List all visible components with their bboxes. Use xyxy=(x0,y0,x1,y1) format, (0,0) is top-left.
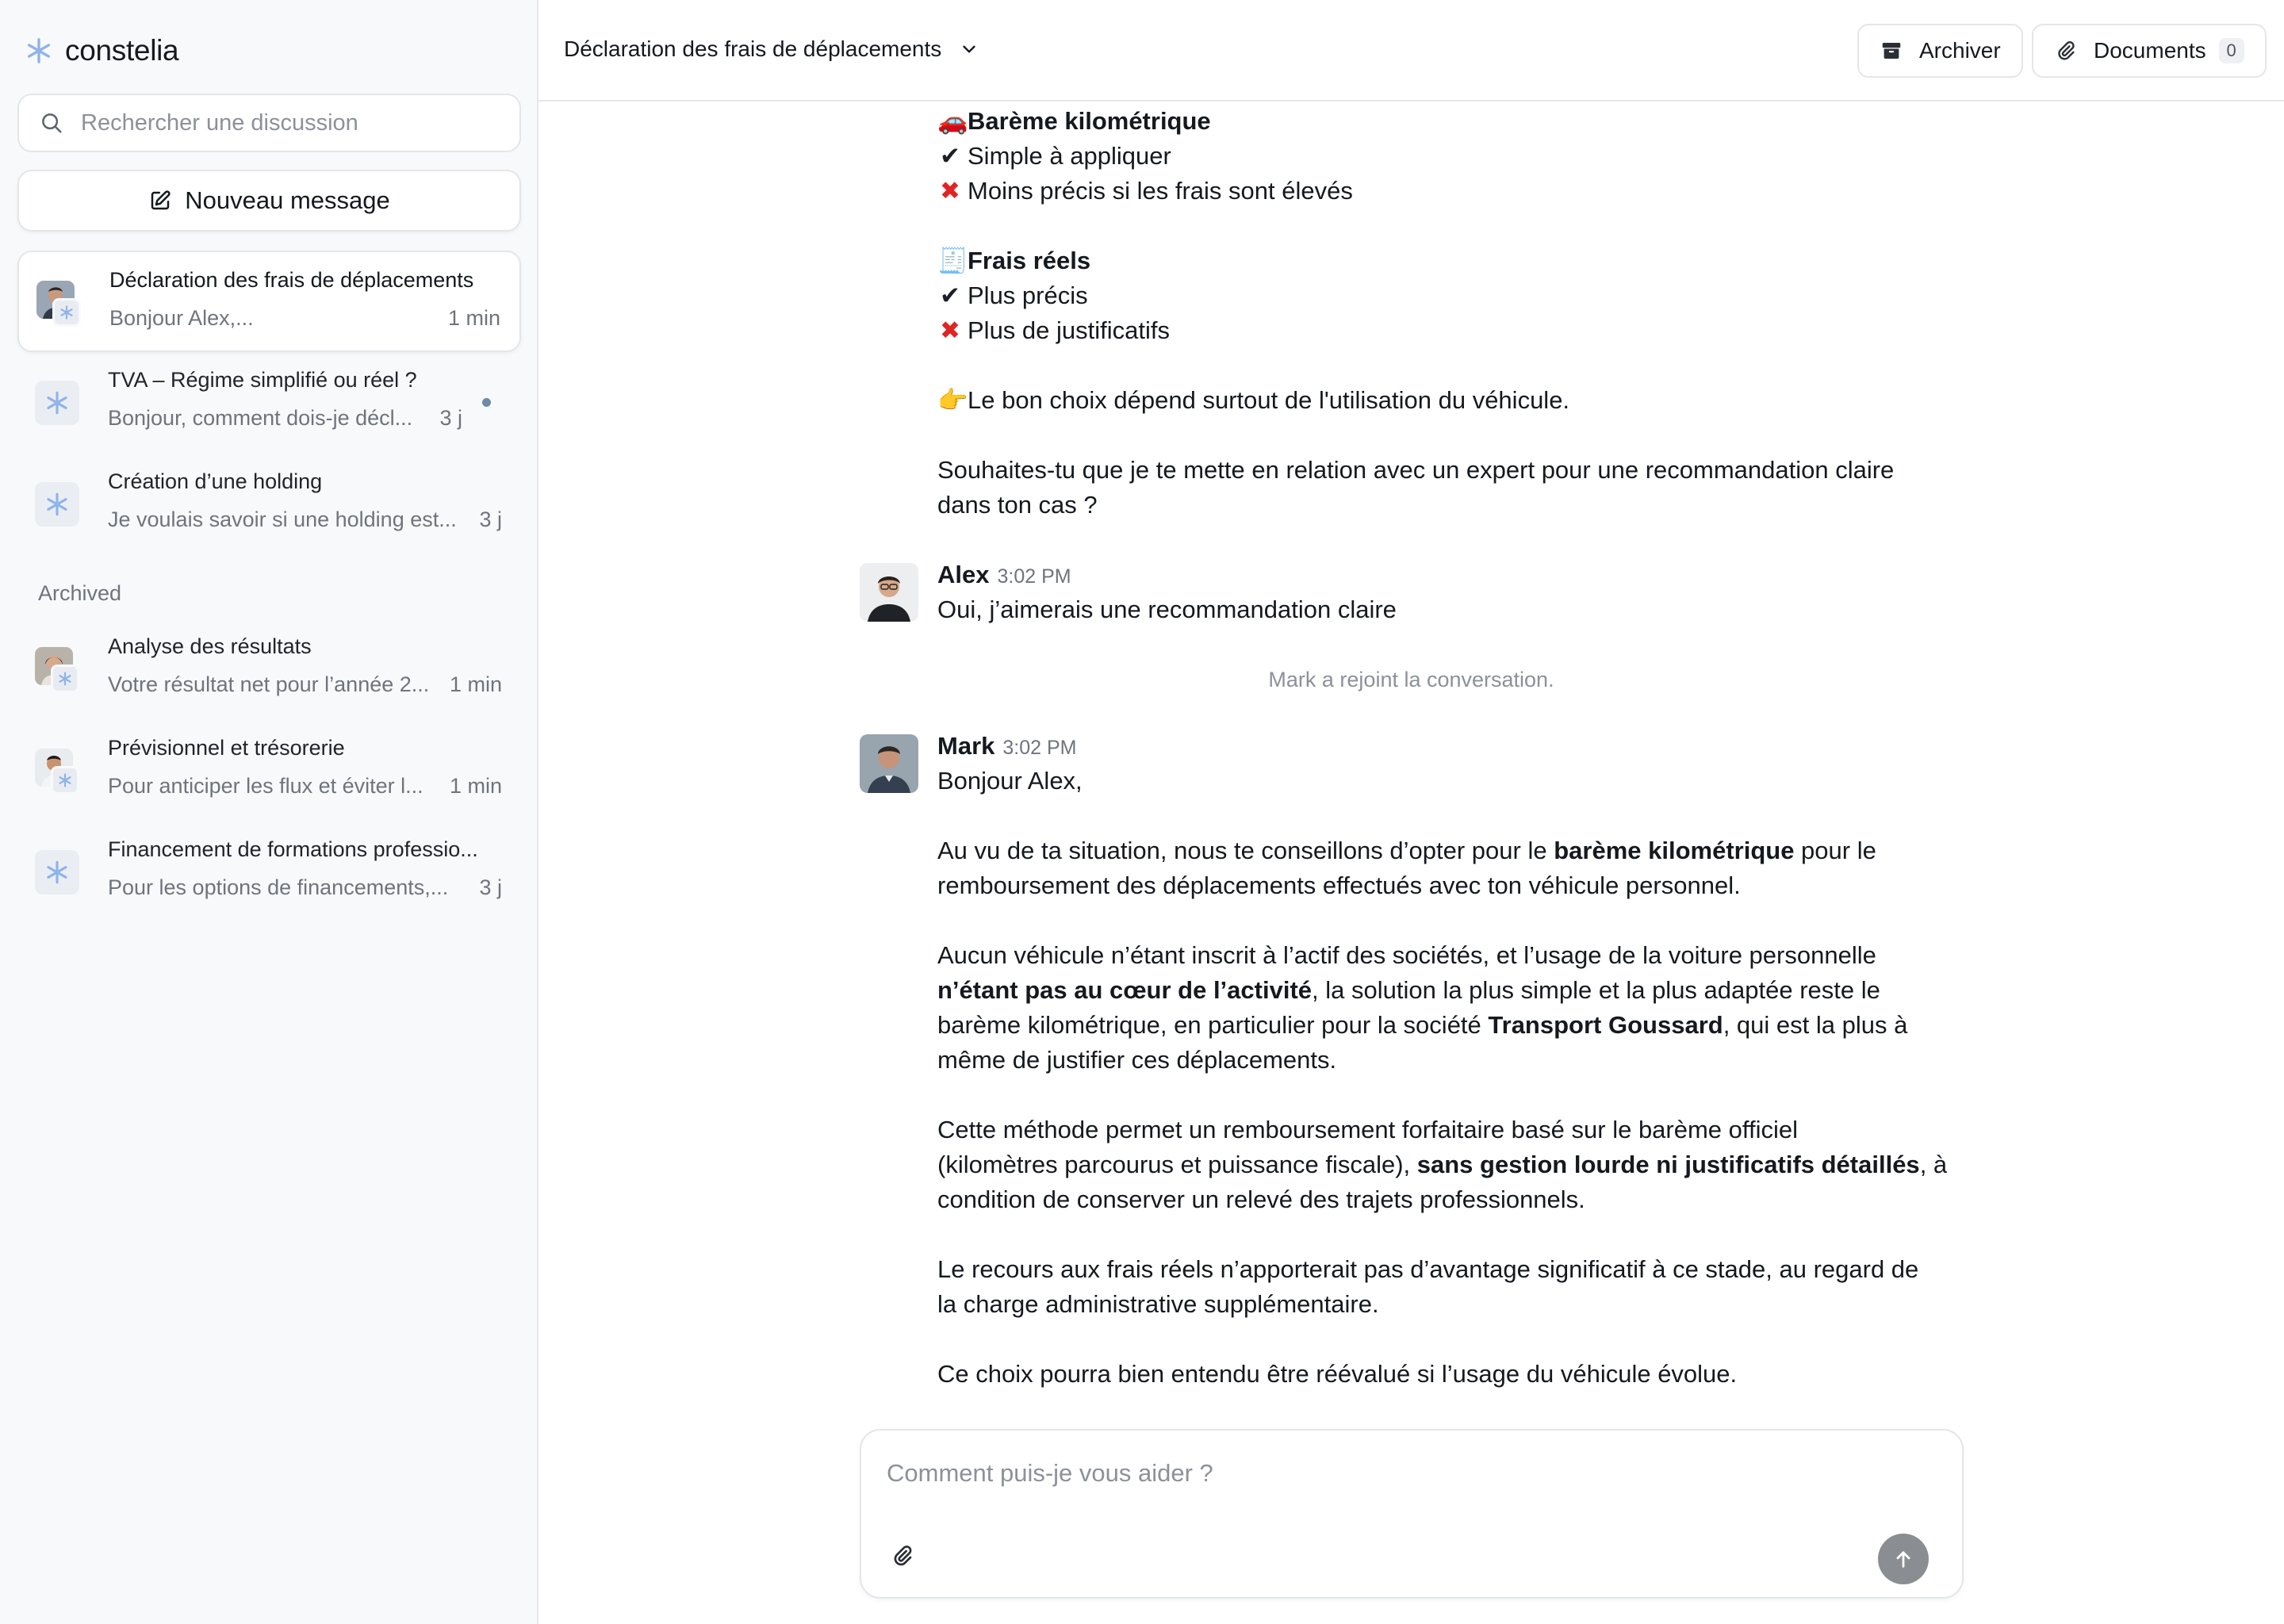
message-thread[interactable] xyxy=(538,103,2284,1411)
brand[interactable] xyxy=(25,33,178,68)
new-message-button[interactable] xyxy=(17,170,521,232)
conversation-title: Financement de formations professio... xyxy=(108,837,478,861)
conversation-title-dropdown[interactable] xyxy=(564,36,979,62)
sender-name: Alex xyxy=(937,561,990,588)
search-placeholder: Rechercher une discussion xyxy=(81,109,358,136)
conversation-time: 3 j xyxy=(479,508,502,531)
conversation-title: Analyse des résultats xyxy=(108,634,312,658)
documents-count-badge: 0 xyxy=(2219,38,2244,63)
conversation-item[interactable] xyxy=(17,251,521,352)
sidebar xyxy=(0,0,538,1624)
snowflake-icon xyxy=(35,482,79,527)
receipt-icon: 🧾 xyxy=(937,247,968,274)
archive-button[interactable] xyxy=(1857,24,2023,78)
archive-label: Archiver xyxy=(1919,38,2001,63)
arrow-up-icon xyxy=(1892,1548,1914,1570)
system-message: Mark a rejoint la conversation. xyxy=(1268,668,1554,691)
documents-label: Documents xyxy=(2094,38,2206,63)
sender-name: Mark xyxy=(937,732,995,760)
snowflake-icon xyxy=(35,381,79,425)
message-time: 3:02 PM xyxy=(1002,737,1077,759)
message-line: ✔ Simple à appliquer xyxy=(937,139,1171,174)
message-line: Ce choix pourra bien entendu être réévalué si l’usage du véhicule évolue. xyxy=(937,1360,1738,1388)
documents-button[interactable] xyxy=(2032,24,2267,78)
car-icon: 🚗 xyxy=(937,107,968,135)
avatar xyxy=(35,749,79,793)
compose-icon xyxy=(148,189,172,213)
conversation-time: 1 min xyxy=(447,306,500,330)
snowflake-icon xyxy=(35,850,79,894)
avatar xyxy=(36,281,81,325)
message-line: ✖ Moins précis si les frais sont élevés xyxy=(937,174,1353,209)
message-line: dans ton cas ? xyxy=(937,491,1098,519)
message-header xyxy=(937,729,1076,765)
message-line: ✖ Plus de justificatifs xyxy=(937,313,1170,348)
archive-icon xyxy=(1880,39,1903,63)
message-line: même de justifier ces déplacements. xyxy=(937,1046,1337,1074)
cross-icon: ✖ xyxy=(940,177,960,205)
message-line: remboursement des déplacements effectués avec ton véhicule personnel. xyxy=(937,871,1741,899)
app-name: constelia xyxy=(65,34,179,67)
archived-section-label: Archived xyxy=(38,581,122,605)
conversation-time: 3 j xyxy=(479,875,502,899)
message-line: Souhaites-tu que je te mette en relation avec un expert pour une recommandation claire xyxy=(937,456,1895,484)
avatar xyxy=(35,647,79,691)
avatar-mark xyxy=(860,734,918,793)
cross-icon: ✖ xyxy=(940,316,960,344)
search-input[interactable] xyxy=(17,94,521,152)
conversation-title: TVA – Régime simplifié ou réel ? xyxy=(108,368,417,392)
message-line: ✔ Plus précis xyxy=(937,278,1088,313)
message-composer[interactable] xyxy=(860,1429,1964,1599)
message-line: Le recours aux frais réels n’apporterait pas d’avantage significatif à ce stade, au regard de xyxy=(937,1255,1919,1283)
archived-conversation-item[interactable] xyxy=(17,619,521,720)
conversation-header xyxy=(538,0,2284,102)
message-line: barème kilométrique, en particulier pour la société Transport Goussard, qui est la plus à xyxy=(937,1011,1908,1039)
message-line: n’étant pas au cœur de l’activité, la solution la plus simple et la plus adaptée reste le xyxy=(937,976,1880,1004)
conversation-item[interactable] xyxy=(17,352,521,454)
message-line: 👉Le bon choix dépend surtout de l'utilisation du véhicule. xyxy=(937,383,1569,418)
message-line: la charge administrative supplémentaire. xyxy=(937,1290,1379,1318)
conversation-title: Déclaration des frais de déplacements xyxy=(109,268,474,292)
conversation-snippet: Je voulais savoir si une holding est... xyxy=(108,508,457,531)
conversation-snippet: Votre résultat net pour l’année 2... xyxy=(108,672,430,696)
message-line: 🧾Frais réels xyxy=(937,243,1090,278)
new-message-label: Nouveau message xyxy=(185,186,390,214)
message-line: Aucun véhicule n’étant inscrit à l’actif des sociétés, et l’usage de la voiture personnelle xyxy=(937,941,1876,969)
chevron-down-icon xyxy=(959,39,979,59)
unread-dot xyxy=(482,398,491,407)
paperclip-icon xyxy=(2054,39,2078,63)
message-line: condition de conserver un relevé des trajets professionnels. xyxy=(937,1185,1585,1213)
search-icon xyxy=(40,111,63,135)
message-line: Au vu de ta situation, nous te conseillons d’opter pour le barème kilométrique pour le xyxy=(937,837,1876,864)
conversation-snippet: Bonjour, comment dois-je décl... xyxy=(108,406,413,430)
check-icon: ✔ xyxy=(940,142,960,170)
message-line: Bonjour Alex, xyxy=(937,767,1083,795)
message-header xyxy=(937,557,1071,594)
composer-placeholder: Comment puis-je vous aider ? xyxy=(887,1459,1213,1487)
conversation-item[interactable] xyxy=(17,454,521,555)
message-line: Cette méthode permet un remboursement forfaitaire basé sur le barème officiel xyxy=(937,1116,1798,1143)
send-button[interactable] xyxy=(1878,1534,1929,1584)
conversation-snippet: Pour les options de financements,... xyxy=(108,875,449,899)
archived-conversation-item[interactable] xyxy=(17,720,521,822)
header-title: Déclaration des frais de déplacements xyxy=(564,36,942,61)
conversation-title: Prévisionnel et trésorerie xyxy=(108,736,345,760)
check-icon: ✔ xyxy=(940,282,960,309)
conversation-time: 1 min xyxy=(449,774,502,798)
message-line: 🚗Barème kilométrique xyxy=(937,104,1211,139)
conversation-snippet: Bonjour Alex,... xyxy=(109,306,254,330)
message-time: 3:02 PM xyxy=(997,565,1071,588)
avatar-alex xyxy=(860,563,918,622)
conversation-snippet: Pour anticiper les flux et éviter l... xyxy=(108,774,423,798)
snowflake-logo-icon xyxy=(25,37,52,64)
conversation-title: Création d’une holding xyxy=(108,469,323,493)
archived-conversation-item[interactable] xyxy=(17,822,521,923)
attach-paperclip-icon[interactable] xyxy=(890,1543,915,1568)
pointing-hand-icon: 👉 xyxy=(937,386,968,414)
message-text: Oui, j’aimerais une recommandation claire xyxy=(937,596,1397,623)
conversation-time: 1 min xyxy=(449,672,502,696)
conversation-time: 3 j xyxy=(439,406,462,430)
message-line: (kilomètres parcourus et puissance fiscale), sans gestion lourde ni justificatifs détaillés, à xyxy=(937,1151,1948,1178)
